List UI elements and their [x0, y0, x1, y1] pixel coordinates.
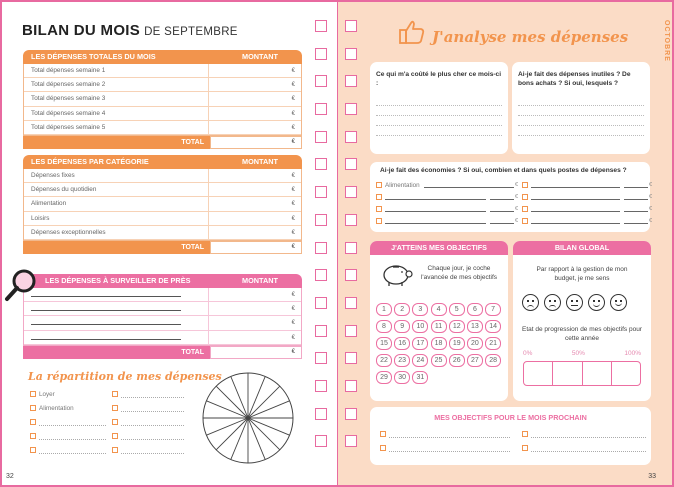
amount-line[interactable]: [490, 206, 514, 212]
repartition-title: La répartition de mes dépenses: [28, 370, 222, 383]
amount-field[interactable]: €: [291, 229, 295, 236]
question-text: Ai-je fait des dépenses inutiles ? De bons achats ? Si oui, lesquels ?: [518, 71, 631, 87]
write-line[interactable]: [385, 218, 486, 224]
table-header: [23, 155, 302, 169]
row-label: Alimentation: [24, 197, 209, 210]
checklist-item[interactable]: [112, 402, 190, 414]
title-text: BILAN DU MOIS: [22, 22, 141, 39]
day-bubble[interactable]: 19: [449, 337, 465, 350]
binding-ring: [315, 325, 327, 337]
day-bubble[interactable]: 2: [394, 303, 410, 316]
page-number-left: 32: [6, 473, 14, 480]
write-line[interactable]: [39, 433, 106, 440]
savings-checklist: [370, 179, 650, 227]
answer-line[interactable]: [376, 106, 502, 116]
checkbox[interactable]: [112, 433, 118, 439]
scale-0: 0%: [523, 350, 533, 357]
question-card-savings: [370, 162, 650, 232]
next-month-objectives-card: [370, 407, 651, 465]
table-title: LES DÉPENSES TOTALES DU MOIS: [31, 52, 156, 61]
day-bubble[interactable]: 9: [394, 320, 410, 333]
row-label: Total dépenses semaine 3: [24, 92, 209, 105]
checkbox[interactable]: [376, 218, 382, 224]
amount-field[interactable]: €: [291, 82, 295, 89]
savings-item[interactable]: [522, 203, 652, 215]
table-body: [23, 64, 302, 136]
row-label: Total dépenses semaine 2: [24, 78, 209, 91]
write-line[interactable]: [389, 445, 510, 452]
table-title: LES DÉPENSES PAR CATÉGORIE: [31, 157, 149, 166]
write-line[interactable]: [121, 419, 184, 426]
binding-ring: [315, 75, 327, 87]
question-card-most-expensive: [370, 62, 508, 154]
checkbox[interactable]: [522, 194, 528, 200]
checkbox[interactable]: [380, 431, 386, 437]
mood-scale: [522, 294, 627, 311]
binding-ring: [345, 48, 357, 60]
amount-field[interactable]: €: [291, 124, 295, 131]
progress-scale-labels: [523, 350, 641, 357]
row-label: Loisirs: [24, 212, 209, 225]
write-line[interactable]: [424, 182, 514, 188]
savings-item[interactable]: [376, 203, 518, 215]
thumbs-up-icon: [398, 18, 426, 46]
amount-header: MONTANT: [242, 52, 278, 61]
binding-ring: [345, 269, 357, 281]
page-number-right: 33: [648, 473, 656, 480]
day-checklist: [376, 303, 506, 384]
checkbox[interactable]: [522, 218, 528, 224]
binding-ring: [315, 186, 327, 198]
month-tab: OCTOBRE: [663, 20, 670, 62]
card-header: J'ATTEINS MES OBJECTIFS: [370, 241, 508, 255]
day-bubble[interactable]: 27: [467, 354, 483, 367]
amount-header: MONTANT: [242, 157, 278, 166]
amount-field[interactable]: €: [291, 201, 295, 208]
euro-sign: €: [514, 182, 518, 188]
euro-sign: €: [648, 194, 652, 200]
binding-ring: [345, 325, 357, 337]
card-header: BILAN GLOBAL: [513, 241, 651, 255]
binding-ring: [315, 214, 327, 226]
checkbox[interactable]: [30, 447, 36, 453]
day-bubble[interactable]: 24: [412, 354, 428, 367]
write-line[interactable]: [31, 324, 181, 325]
subtitle-text: DE SEPTEMBRE: [144, 26, 238, 38]
day-bubble[interactable]: 17: [412, 337, 428, 350]
checkbox[interactable]: [522, 182, 528, 188]
write-line[interactable]: [385, 206, 486, 212]
checklist-item[interactable]: [112, 416, 190, 428]
binding-ring: [315, 297, 327, 309]
checklist-item[interactable]: [112, 444, 190, 456]
binding-ring: [315, 435, 327, 447]
table-row: [24, 107, 301, 121]
table-row: [24, 331, 301, 345]
pie-wheel[interactable]: [200, 370, 296, 466]
checkbox[interactable]: [30, 433, 36, 439]
total-label: TOTAL: [23, 136, 210, 149]
binding-ring: [345, 186, 357, 198]
write-line[interactable]: [121, 391, 184, 398]
card-title: MES OBJECTIFS POUR LE MOIS PROCHAIN: [434, 413, 587, 422]
item-label: Alimentation: [385, 181, 420, 189]
progress-bar[interactable]: [523, 361, 641, 386]
next-objectives-checklist: [370, 422, 651, 462]
day-bubble[interactable]: 12: [449, 320, 465, 333]
table-body: [23, 288, 302, 346]
euro-sign: €: [648, 182, 652, 188]
binding-ring: [315, 158, 327, 170]
savings-item[interactable]: [376, 215, 518, 227]
progress-cell[interactable]: [553, 362, 582, 385]
table-row: [24, 121, 301, 135]
progress-text: Etat de progression de mes objectifs pour cette année: [522, 326, 642, 342]
euro-sign: €: [514, 218, 518, 224]
write-line[interactable]: [531, 182, 620, 188]
row-label[interactable]: [24, 316, 209, 329]
analyse-title: J'analyse mes dépenses: [432, 28, 629, 46]
checkbox[interactable]: [376, 182, 382, 188]
answer-line[interactable]: [376, 126, 502, 136]
checklist-item[interactable]: [30, 444, 112, 456]
checkbox[interactable]: [30, 405, 36, 411]
day-bubble[interactable]: 4: [431, 303, 447, 316]
row-label: Total dépenses semaine 1: [24, 64, 209, 77]
savings-item[interactable]: [522, 179, 652, 191]
write-line[interactable]: [385, 194, 486, 200]
table-total-row: [23, 346, 302, 359]
table-total-row: [23, 136, 302, 149]
savings-item[interactable]: [522, 215, 652, 227]
day-bubble[interactable]: 5: [449, 303, 465, 316]
binding-ring: [315, 408, 327, 420]
checklist-item[interactable]: [30, 416, 112, 428]
checkbox[interactable]: [380, 445, 386, 451]
write-line[interactable]: [31, 310, 181, 311]
binding-ring: [345, 352, 357, 364]
binding-ring: [345, 297, 357, 309]
checklist-item[interactable]: [112, 430, 190, 442]
binding-ring: [345, 435, 357, 447]
total-field[interactable]: €: [210, 136, 302, 149]
binding-rings-right: [345, 20, 357, 463]
table-row: [24, 288, 301, 302]
table-row: [24, 183, 301, 197]
day-bubble[interactable]: 11: [431, 320, 447, 333]
table-row: [24, 169, 301, 183]
row-label[interactable]: [24, 288, 209, 301]
table-row: [24, 64, 301, 78]
amount-line[interactable]: [624, 194, 648, 200]
answer-line[interactable]: [376, 96, 502, 106]
checklist-item[interactable]: [112, 388, 190, 400]
amount-field[interactable]: €: [291, 187, 295, 194]
binding-ring: [345, 75, 357, 87]
amount-line[interactable]: [490, 194, 514, 200]
day-bubble[interactable]: 28: [485, 354, 501, 367]
day-bubble[interactable]: 6: [467, 303, 483, 316]
happy-face-icon[interactable]: [610, 294, 627, 311]
category-expenses-table: [23, 155, 302, 254]
answer-line[interactable]: [518, 96, 644, 106]
scale-100: 100%: [624, 350, 641, 357]
checkbox[interactable]: [112, 419, 118, 425]
binding-ring: [345, 158, 357, 170]
day-bubble[interactable]: 8: [376, 320, 392, 333]
answer-line[interactable]: [518, 126, 644, 136]
euro-sign: €: [514, 194, 518, 200]
amount-line[interactable]: [624, 182, 648, 188]
write-line[interactable]: [531, 218, 620, 224]
day-bubble[interactable]: 3: [412, 303, 428, 316]
binding-ring: [345, 380, 357, 392]
checkbox[interactable]: [30, 419, 36, 425]
table-header: [23, 274, 302, 288]
euro-sign: €: [514, 206, 518, 212]
day-bubble[interactable]: 30: [394, 371, 410, 384]
amount-field[interactable]: €: [291, 306, 295, 313]
amount-field[interactable]: €: [291, 68, 295, 74]
table-body: [23, 169, 302, 241]
write-line[interactable]: [39, 419, 106, 426]
row-label: Total dépenses semaine 5: [24, 121, 209, 134]
objective-item[interactable]: [522, 428, 652, 440]
answer-line[interactable]: [376, 116, 502, 126]
answer-line[interactable]: [518, 116, 644, 126]
checklist-item[interactable]: [30, 388, 112, 400]
binding-ring: [315, 131, 327, 143]
checkbox[interactable]: [522, 445, 528, 451]
row-label: Total dépenses semaine 4: [24, 107, 209, 120]
binding-ring: [315, 103, 327, 115]
checklist-item[interactable]: [30, 430, 112, 442]
table-row: [24, 197, 301, 211]
total-label: TOTAL: [23, 346, 210, 359]
day-bubble[interactable]: 29: [376, 371, 392, 384]
write-line[interactable]: [31, 339, 181, 340]
neutral-face-icon[interactable]: [566, 294, 583, 311]
day-bubble[interactable]: 22: [376, 354, 392, 367]
question-text: Ce qui m'a coûté le plus cher ce mois-ci :: [376, 71, 502, 87]
very-sad-face-icon[interactable]: [522, 294, 539, 311]
total-label: TOTAL: [23, 241, 210, 254]
repartition-checklist: [30, 388, 190, 456]
checkbox[interactable]: [376, 206, 382, 212]
piggy-bank-icon: [380, 261, 414, 287]
binding-ring: [345, 242, 357, 254]
euro-sign: €: [648, 206, 652, 212]
binding-ring: [315, 269, 327, 281]
binding-ring: [345, 408, 357, 420]
day-bubble[interactable]: 13: [467, 320, 483, 333]
row-label: Dépenses fixes: [24, 169, 209, 182]
progress-cell[interactable]: [583, 362, 612, 385]
binding-ring: [315, 48, 327, 60]
binding-ring: [345, 103, 357, 115]
checkbox[interactable]: [112, 447, 118, 453]
row-label: Dépenses exceptionnelles: [24, 226, 209, 239]
amount-field[interactable]: €: [291, 320, 295, 327]
question-text: Ai-je fait des économies ? Si oui, combien et dans quels postes de dépenses ?: [380, 167, 627, 174]
table-row: [24, 226, 301, 240]
checklist-item[interactable]: [30, 402, 112, 414]
checkbox[interactable]: [522, 206, 528, 212]
page-title: [22, 22, 238, 39]
write-line[interactable]: [121, 405, 184, 412]
answer-line[interactable]: [518, 106, 644, 116]
amount-line[interactable]: [490, 218, 514, 224]
table-row: [24, 78, 301, 92]
checkbox[interactable]: [112, 391, 118, 397]
amount-line[interactable]: [624, 218, 648, 224]
day-bubble[interactable]: 23: [394, 354, 410, 367]
feeling-text: Par rapport à la gestion de mon budget, je me sens: [536, 266, 628, 282]
day-bubble[interactable]: 15: [376, 337, 392, 350]
table-header: [23, 50, 302, 64]
checkbox[interactable]: [376, 194, 382, 200]
table-title: LES DÉPENSES À SURVEILLER DE PRÈS: [45, 276, 191, 285]
binding-rings-left: [315, 20, 327, 463]
total-field[interactable]: €: [210, 241, 302, 254]
day-bubble[interactable]: 7: [485, 303, 501, 316]
smile-face-icon[interactable]: [588, 294, 605, 311]
item-label: Loyer: [39, 390, 55, 398]
amount-field[interactable]: €: [291, 96, 295, 103]
sad-face-icon[interactable]: [544, 294, 561, 311]
day-bubble[interactable]: 20: [467, 337, 483, 350]
binding-ring: [315, 352, 327, 364]
write-line[interactable]: [39, 447, 106, 454]
amount-field[interactable]: €: [291, 334, 295, 341]
day-bubble[interactable]: 26: [449, 354, 465, 367]
total-expenses-table: [23, 50, 302, 149]
magnifier-icon: [4, 267, 40, 303]
checkbox[interactable]: [30, 391, 36, 397]
day-bubble[interactable]: 16: [394, 337, 410, 350]
checkbox[interactable]: [522, 431, 528, 437]
day-bubble[interactable]: 21: [485, 337, 501, 350]
objective-item[interactable]: [380, 442, 516, 454]
table-row: [24, 92, 301, 106]
binding-ring: [315, 242, 327, 254]
total-field[interactable]: €: [210, 346, 302, 359]
savings-item[interactable]: [376, 179, 518, 191]
table-row: [24, 302, 301, 316]
day-bubble[interactable]: 1: [376, 303, 392, 316]
progress-cell[interactable]: [612, 362, 640, 385]
objective-item[interactable]: [522, 442, 652, 454]
binding-ring: [345, 20, 357, 32]
amount-field[interactable]: €: [291, 292, 295, 298]
savings-item[interactable]: [376, 191, 518, 203]
row-label: Dépenses du quotidien: [24, 183, 209, 196]
write-line[interactable]: [531, 194, 620, 200]
item-label: Alimentation: [39, 404, 74, 412]
amount-field[interactable]: €: [291, 215, 295, 222]
binding-ring: [315, 20, 327, 32]
write-line[interactable]: [121, 433, 184, 440]
row-label[interactable]: [24, 331, 209, 344]
row-label[interactable]: [24, 302, 209, 315]
scale-50: 50%: [571, 350, 585, 357]
table-row: [24, 212, 301, 226]
day-bubble[interactable]: 14: [485, 320, 501, 333]
write-line[interactable]: [31, 296, 181, 297]
savings-item[interactable]: [522, 191, 652, 203]
watch-expenses-table: [23, 274, 302, 359]
binding-ring: [345, 131, 357, 143]
euro-sign: €: [648, 218, 652, 224]
write-line[interactable]: [531, 431, 646, 438]
amount-field[interactable]: €: [291, 110, 295, 117]
objective-item[interactable]: [380, 428, 516, 440]
binding-ring: [345, 214, 357, 226]
progress-cell[interactable]: [524, 362, 553, 385]
objectives-text: Chaque jour, je coche l'avancée de mes objectifs: [420, 265, 498, 281]
day-bubble[interactable]: 10: [412, 320, 428, 333]
amount-header: MONTANT: [242, 276, 278, 285]
table-row: [24, 316, 301, 330]
day-bubble[interactable]: 25: [431, 354, 447, 367]
table-total-row: [23, 241, 302, 254]
write-line[interactable]: [531, 445, 646, 452]
question-card-useless-purchases: [512, 62, 650, 154]
write-line[interactable]: [121, 447, 184, 454]
day-bubble[interactable]: 18: [431, 337, 447, 350]
amount-field[interactable]: €: [291, 173, 295, 179]
write-line[interactable]: [531, 206, 620, 212]
checkbox[interactable]: [112, 405, 118, 411]
write-line[interactable]: [389, 431, 510, 438]
binding-ring: [315, 380, 327, 392]
day-bubble[interactable]: 31: [412, 371, 428, 384]
amount-line[interactable]: [624, 206, 648, 212]
